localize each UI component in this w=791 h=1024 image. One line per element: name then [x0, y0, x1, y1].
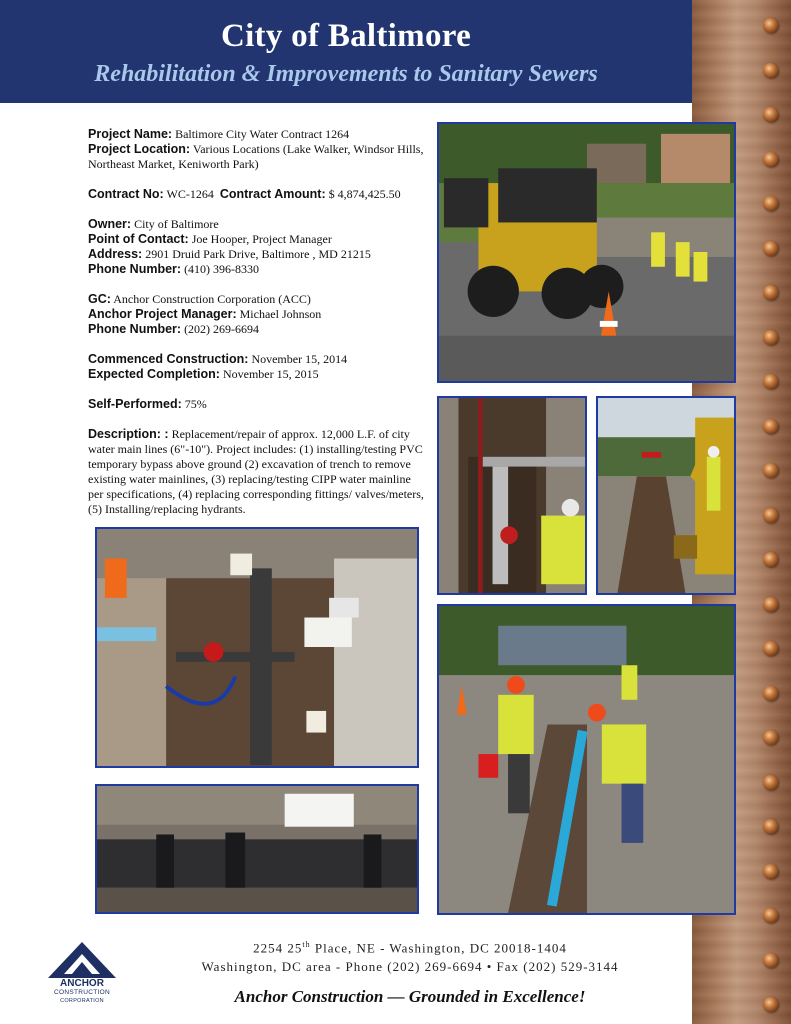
description-label: Description: : — [88, 427, 169, 441]
rivet-icon — [763, 641, 778, 656]
logo-text-anchor: ANCHOR — [60, 978, 104, 989]
expected-label: Expected Completion: — [88, 367, 220, 381]
rivet-icon — [763, 285, 778, 300]
gc-phone-row — [88, 322, 428, 337]
contract-amount-value: $ 4,874,425.50 — [328, 187, 401, 201]
rivet-icon — [763, 330, 778, 345]
rivet-icon — [763, 152, 778, 167]
gc-row — [88, 292, 428, 307]
poc-label: Point of Contact: — [88, 232, 189, 246]
footer-slogan: Anchor Construction — Grounded in Excellence! — [234, 987, 586, 1006]
rivet-icon — [763, 463, 778, 478]
project-name-row — [88, 127, 428, 142]
address-row — [88, 247, 428, 262]
self-performed-row — [88, 397, 428, 412]
rivet-icon — [763, 730, 778, 745]
owner-value: City of Baltimore — [134, 217, 219, 231]
contract-amount-label: Contract Amount: — [219, 187, 326, 201]
rivet-icon — [763, 686, 778, 701]
owner-label: Owner: — [88, 217, 132, 231]
logo-text-construction: CONSTRUCTION — [54, 989, 110, 996]
pm-label: Anchor Project Manager: — [88, 307, 237, 321]
rivet-icon — [763, 775, 778, 790]
project-location-row — [88, 142, 428, 172]
footer-address-line1 — [150, 940, 670, 956]
commenced-label: Commenced Construction: — [88, 352, 249, 366]
description-row — [88, 427, 428, 517]
project-location-value: Various Locations (Lake Walker, Windsor Hills, Northeast Market, Keniworth Park) — [88, 142, 424, 171]
page-title: City of Baltimore — [220, 18, 472, 54]
commenced-value: November 15, 2014 — [251, 352, 348, 366]
photo-workers-blue-pipe — [437, 604, 736, 915]
poc-value: Joe Hooper, Project Manager — [191, 232, 332, 246]
contract-row — [88, 187, 428, 202]
footer-address-sup: th — [302, 940, 311, 949]
expected-row — [88, 367, 428, 382]
project-location-label: Project Location: — [88, 142, 191, 156]
photo-excavator-street — [596, 396, 736, 595]
footer-address-post: Place, NE - Washington, DC 20018-1404 — [310, 940, 567, 956]
commenced-row — [88, 352, 428, 367]
footer-address-line2: Washington, DC area - Phone (202) 269-6694 • Fax (202) 529-3144 — [201, 959, 619, 974]
rivet-icon — [763, 196, 778, 211]
pm-value: Michael Johnson — [239, 307, 322, 321]
footer-address-pre: 2254 25 — [253, 940, 303, 956]
rivet-icon — [763, 241, 778, 256]
contract-no-label: Contract No: — [88, 187, 164, 201]
rivet-icon — [763, 63, 778, 78]
gc-phone-value: (202) 269-6694 — [184, 322, 260, 336]
address-value: 2901 Druid Park Drive, Baltimore , MD 21215 — [145, 247, 371, 261]
rivet-icon — [763, 508, 778, 523]
photo-pipe-trench — [437, 396, 587, 595]
rivet-icon — [763, 18, 778, 33]
photo-old-pipe — [95, 784, 419, 914]
address-label: Address: — [88, 247, 143, 261]
owner-row — [88, 217, 428, 232]
gc-phone-label: Phone Number: — [88, 322, 182, 336]
gc-value: Anchor Construction Corporation (ACC) — [113, 292, 311, 306]
rivet-icon — [763, 419, 778, 434]
rivet-icon — [763, 953, 778, 968]
rivet-icon — [763, 997, 778, 1012]
contract-no-value: WC-1264 — [166, 187, 214, 201]
pm-row — [88, 307, 428, 322]
self-performed-label: Self-Performed: — [88, 397, 182, 411]
description-value: Replacement/repair of approx. 12,000 L.F. of city water main lines (6"-10"). Project includes: (1) installing/testing PVC temporary bypass above ground (2) excavation of trench to remove existing water mainlines, (3) replacing/testing CIPP water mainline per specifications, (4) replacing corresponding fittings/ valves/meters, (5) Installing/replacing hydrants. — [88, 427, 424, 516]
poc-row — [88, 232, 428, 247]
project-info — [88, 127, 428, 517]
page-subtitle: Rehabilitation & Improvements to Sanitary Sewers — [94, 61, 598, 87]
project-name-value: Baltimore City Water Contract 1264 — [175, 127, 350, 141]
photo-skid-steer — [437, 122, 736, 383]
photo-valve-excavation — [95, 527, 419, 768]
expected-value: November 15, 2015 — [222, 367, 319, 381]
rivet-icon — [763, 374, 778, 389]
project-name-label: Project Name: — [88, 127, 173, 141]
owner-phone-row — [88, 262, 428, 277]
header-banner — [0, 0, 692, 103]
owner-phone-label: Phone Number: — [88, 262, 182, 276]
rivet-icon — [763, 864, 778, 879]
rivet-icon — [763, 597, 778, 612]
owner-phone-value: (410) 396-8330 — [184, 262, 260, 276]
rivet-icon — [763, 819, 778, 834]
self-performed-value: 75% — [184, 397, 207, 411]
rivet-icon — [763, 552, 778, 567]
gc-label: GC: — [88, 292, 111, 306]
rivet-icon — [763, 908, 778, 923]
logo-text-corporation: CORPORATION — [60, 998, 104, 1004]
rivet-icon — [763, 107, 778, 122]
